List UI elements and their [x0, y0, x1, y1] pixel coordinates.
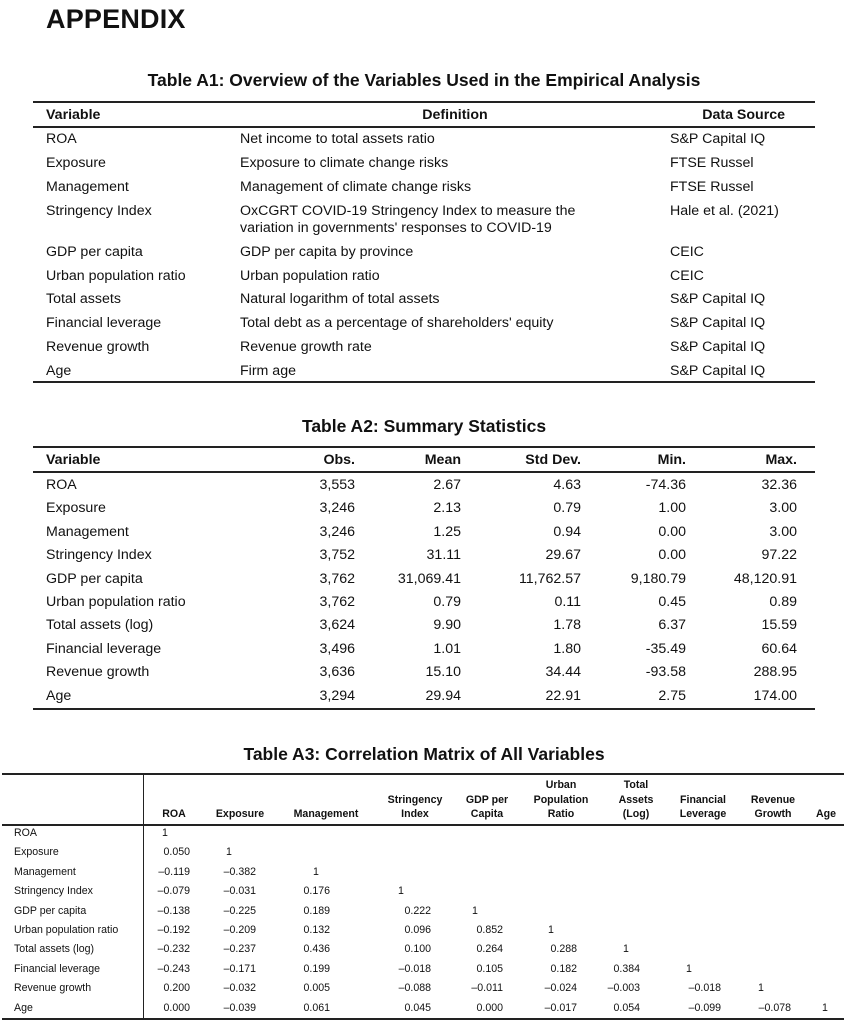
table-a3-cell: 0.199	[303, 962, 330, 975]
table-a3-row-label: Financial leverage	[14, 962, 100, 975]
table-a2-caption: Table A2: Summary Statistics	[301, 416, 547, 436]
table-a3-header-cell: Revenue	[750, 793, 796, 806]
page-title: APPENDIX	[46, 4, 186, 34]
table-a3-row-label: Urban population ratio	[14, 924, 119, 936]
table-a3-header-cell: Age	[815, 808, 836, 820]
table-a2-header-cell: Max.	[765, 452, 797, 468]
table-a2-cell-variable: Total assets (log)	[46, 617, 154, 634]
table-a2-cell: 0.00	[658, 547, 686, 564]
table-a3-cell: 1	[623, 943, 629, 956]
table-a2-cell: 31,069.41	[397, 570, 461, 587]
table-a3-header-cell: Exposure	[215, 808, 265, 820]
table-a2-cell: 3,553	[319, 477, 355, 493]
table-a3-cell: –0.018	[688, 982, 721, 995]
table-a3-header-cell: Total	[623, 779, 649, 791]
table-a2-cell: 29.94	[425, 687, 461, 704]
table-a2-cell: 2.67	[433, 477, 461, 493]
table-a3-row-label: ROA	[14, 827, 37, 839]
table-a3-cell: 0.132	[303, 924, 330, 936]
table-a1-cell-definition: Net income to total assets ratio	[240, 131, 435, 147]
table-a2-cell: 48,120.91	[733, 570, 797, 587]
table-a1-cell-definition: GDP per capita by province	[240, 244, 414, 260]
table-a2-cell: 174.00	[753, 687, 797, 704]
table-a2-cell: 1.25	[433, 523, 461, 540]
table-a3-cell: 0.005	[303, 982, 330, 995]
table-a3-header-cell: Leverage	[679, 808, 727, 820]
table-a1-cell-variable: Urban population ratio	[46, 268, 186, 284]
table-a3-header-cell: ROA	[162, 808, 186, 820]
table-a2-header-cell: Mean	[424, 452, 461, 468]
table-a2-header-cell: Std Dev.	[525, 452, 581, 468]
table-a2-bottom-rule	[33, 708, 815, 710]
table-a2-cell: 3,496	[319, 640, 355, 657]
table-a1-cell-variable: Stringency Index	[46, 203, 152, 219]
table-a3-header-cell: GDP per	[465, 793, 509, 806]
table-a3-row-label: Revenue growth	[14, 982, 92, 995]
table-a3-caption: Table A3: Correlation Matrix of All Variables	[243, 744, 605, 764]
table-a3-cell: 1	[686, 962, 692, 975]
table-a3-cell: 0.050	[163, 846, 190, 859]
table-a1-bottom-rule	[33, 381, 815, 383]
table-a3-cell: 0.189	[303, 904, 330, 917]
table-a3-header-cell: Population	[533, 793, 589, 806]
table-a3-cell: 0.200	[163, 982, 190, 995]
table-a1-cell-source: S&P Capital IQ	[670, 291, 766, 307]
table-a3-row-label: Total assets (log)	[14, 943, 95, 956]
table-a2-cell: 0.45	[658, 594, 686, 610]
table-a1-cell-definition: Management of climate change risks	[240, 179, 472, 195]
table-a2-cell: 29.67	[545, 547, 581, 564]
table-a2-cell: 0.79	[553, 500, 581, 517]
table-a3-row-label: Age	[14, 1001, 33, 1014]
table-a2-header-cell: Obs.	[323, 452, 355, 468]
table-a1-header-rule	[33, 126, 815, 128]
table-a3-cell: –0.039	[223, 1001, 256, 1014]
table-a3-cell: 0.000	[163, 1001, 190, 1014]
table-a3-header-cell: Urban	[545, 779, 577, 791]
table-a2-cell: 2.13	[433, 500, 461, 517]
table-a3-header-cell: Growth	[754, 808, 792, 820]
table-a2-cell: 32.36	[761, 477, 797, 493]
table-a3-cell: –0.171	[223, 962, 256, 975]
table-a2-top-rule	[33, 446, 815, 448]
table-a3-cell: 0.045	[404, 1001, 431, 1014]
table-a2-cell: 0.00	[658, 523, 686, 540]
table-a3-cell: 1	[548, 924, 554, 936]
table-a3-row-label: GDP per capita	[14, 904, 87, 917]
table-a2-cell: 11,762.57	[518, 570, 581, 587]
table-a3-cell: 0.054	[613, 1001, 640, 1014]
table-a3-cell: –0.003	[607, 982, 640, 995]
table-a3-header-cell: Financial	[680, 793, 726, 806]
table-a3-header-rule	[2, 824, 844, 826]
table-a3-header-cell: Index	[401, 808, 429, 820]
table-a1-header-source: Data Source	[702, 107, 785, 123]
table-a1-top-rule	[33, 101, 815, 103]
table-a2-cell: 0.94	[553, 523, 581, 540]
table-a2-cell-variable: Urban population ratio	[46, 594, 186, 610]
table-a3-cell: –0.011	[471, 982, 503, 995]
table-a2-cell: 3.00	[769, 523, 797, 540]
table-a3-cell: 0.176	[303, 885, 330, 898]
table-a2-cell: 22.91	[545, 687, 581, 704]
table-a2-cell-variable: Revenue growth	[46, 664, 150, 681]
table-a2-cell: 3,246	[319, 523, 355, 540]
table-a2-header-cell: Min.	[657, 452, 686, 468]
table-a3-cell: –0.382	[223, 865, 256, 878]
table-a3-row-label: Management	[14, 865, 76, 878]
table-a3-cell: 0.182	[550, 962, 577, 975]
table-a3-cell: 0.384	[613, 962, 640, 975]
table-a2-cell: 3,762	[319, 570, 355, 587]
table-a2-cell: 15.59	[761, 617, 797, 634]
table-a2-cell: 0.79	[433, 594, 461, 610]
table-a3-header-cell: Assets	[618, 793, 654, 806]
table-a3-cell: –0.192	[157, 924, 190, 936]
table-a1-cell-source: Hale et al. (2021)	[670, 203, 779, 219]
table-a3-bottom-rule	[2, 1018, 844, 1020]
table-a2-cell: 288.95	[753, 664, 797, 681]
table-a2-cell-variable: Stringency Index	[46, 547, 152, 564]
table-a2-cell: 4.63	[553, 477, 581, 493]
table-a3-cell: –0.088	[398, 982, 431, 995]
table-a3-cell: 1	[162, 827, 168, 839]
table-a3-cell: 0.000	[476, 1001, 503, 1014]
table-a3-cell: –0.209	[223, 924, 256, 936]
table-a3-header-cell: Management	[293, 808, 359, 820]
table-a2-cell-variable: GDP per capita	[46, 570, 143, 587]
table-a3-cell: –0.225	[223, 904, 256, 917]
table-a1-cell-source: CEIC	[670, 268, 704, 284]
table-a2-cell: -35.49	[645, 640, 686, 657]
table-a3-cell: –0.018	[398, 962, 431, 975]
table-a3-cell: 0.852	[476, 924, 503, 936]
table-a3-cell: 0.100	[404, 943, 431, 956]
table-a2-cell-variable: ROA	[46, 477, 77, 493]
table-a2-cell: 6.37	[658, 617, 686, 634]
table-a3-cell: –0.017	[544, 1001, 577, 1014]
table-a3-cell: 0.096	[404, 924, 431, 936]
table-a3-cell: 1	[822, 1001, 828, 1014]
table-a1-header-variable: Variable	[46, 107, 101, 123]
table-a3-cell: –0.138	[157, 904, 190, 917]
table-a3-cell: 1	[226, 846, 232, 859]
table-a2-cell: 3,624	[319, 617, 355, 634]
table-a3-cell: 0.061	[303, 1001, 330, 1014]
table-a2-cell: 3.00	[769, 500, 797, 517]
table-a1-cell-variable: Management	[46, 179, 129, 195]
table-a1-cell-source: S&P Capital IQ	[670, 315, 766, 331]
table-a2-cell: 3,294	[319, 687, 355, 704]
table-a1-caption: Table A1: Overview of the Variables Used in the Empirical Analysis	[147, 70, 701, 90]
table-a1-cell-variable: Exposure	[46, 155, 106, 171]
table-a3-header-cell: Capita	[470, 808, 504, 820]
table-a1-cell-definition: Revenue growth rate	[240, 339, 372, 355]
table-a2-cell: 3,636	[319, 664, 355, 681]
table-a2-cell-variable: Exposure	[46, 500, 106, 517]
table-a1-cell-definition: Exposure to climate change risks	[240, 155, 449, 171]
table-a2-cell: -93.58	[645, 664, 686, 681]
table-a1-cell-definition: OxCGRT COVID-19 Stringency Index to measure the	[240, 203, 576, 219]
table-a1-cell-variable: Revenue growth	[46, 339, 150, 355]
table-a2-cell: -74.36	[645, 477, 686, 493]
table-a2-cell: 60.64	[761, 640, 797, 657]
table-a1-cell-variable: Total assets	[46, 291, 121, 307]
table-a3-cell: 0.436	[303, 943, 330, 956]
table-a3-cell: –0.024	[544, 982, 577, 995]
table-a2-cell: 3,752	[319, 547, 355, 564]
table-a3-cell: –0.079	[157, 885, 190, 898]
table-a3-row-label: Exposure	[14, 846, 59, 859]
table-a3-cell: 0.288	[550, 943, 577, 956]
table-a3-cell: 1	[313, 865, 319, 878]
table-a2-cell: 1.78	[553, 617, 581, 634]
table-a3-cell: –0.237	[223, 943, 256, 956]
table-a3-cell: 0.222	[404, 904, 431, 917]
table-a3-cell: –0.099	[688, 1001, 721, 1014]
table-a2-cell: 0.89	[769, 594, 797, 610]
table-a3-header-cell: Stringency	[387, 793, 443, 806]
table-a1-header-definition: Definition	[422, 107, 488, 123]
table-a2-cell: 9,180.79	[630, 570, 686, 587]
table-a2-cell: 97.22	[761, 547, 797, 564]
table-a3-header-cell: (Log)	[622, 808, 650, 820]
table-a1-cell-definition-line2: variation in governments' responses to COVID-19	[240, 220, 552, 236]
table-a3-cell: 0.105	[476, 962, 503, 975]
table-a1-cell-definition: Total debt as a percentage of shareholders' equity	[240, 315, 554, 331]
table-a2-cell-variable: Management	[46, 523, 129, 540]
table-a2-header-rule	[33, 471, 815, 473]
table-a3-cell: –0.078	[758, 1001, 791, 1014]
table-a2-cell-variable: Financial leverage	[46, 640, 162, 657]
table-a2-cell: 3,762	[319, 594, 355, 610]
table-a3-header-cell: Ratio	[547, 808, 575, 820]
table-a2-cell: 15.10	[425, 664, 461, 681]
table-a1-cell-source: CEIC	[670, 244, 704, 260]
table-a2-cell: 0.11	[554, 594, 581, 610]
table-a2-cell: 31.11	[426, 547, 461, 564]
table-a3-cell: –0.119	[158, 865, 190, 878]
table-a3-cell: 1	[758, 982, 764, 995]
table-a2-cell: 1.01	[433, 640, 461, 657]
table-a1-cell-source: FTSE Russel	[670, 155, 754, 171]
table-a2-cell: 9.90	[433, 617, 461, 634]
table-a1-cell-source: S&P Capital IQ	[670, 363, 766, 379]
table-a1-cell-source: S&P Capital IQ	[670, 339, 766, 355]
table-a3-cell: 0.264	[476, 943, 503, 956]
table-a3-row-label: Stringency Index	[14, 885, 93, 898]
table-a3-cell: –0.032	[223, 982, 256, 995]
table-a2-cell: 1.00	[658, 500, 686, 517]
table-a1-cell-source: FTSE Russel	[670, 179, 754, 195]
table-a3-cell: 1	[398, 885, 404, 898]
table-a1-cell-definition: Natural logarithm of total assets	[240, 291, 440, 307]
table-a1-cell-variable: GDP per capita	[46, 244, 143, 260]
table-a2-cell: 2.75	[658, 687, 686, 704]
table-a3-cell: –0.031	[223, 885, 256, 898]
table-a3-cell: 1	[472, 904, 478, 917]
table-a1-cell-variable: Age	[46, 363, 72, 379]
table-a2-cell-variable: Age	[46, 687, 72, 704]
table-a2-cell: 34.44	[545, 664, 581, 681]
table-a1-cell-variable: Financial leverage	[46, 315, 162, 331]
table-a1-cell-definition: Urban population ratio	[240, 268, 380, 284]
table-a1-cell-source: S&P Capital IQ	[670, 131, 766, 147]
table-a3-top-rule	[2, 773, 844, 775]
table-a2-cell: 1.80	[553, 640, 581, 657]
table-a2-cell: 3,246	[319, 500, 355, 517]
table-a1-cell-definition: Firm age	[240, 363, 296, 379]
table-a2-header-variable: Variable	[46, 452, 101, 468]
table-a3-cell: –0.232	[157, 943, 190, 956]
table-a1-cell-variable: ROA	[46, 131, 77, 147]
table-a3-cell: –0.243	[157, 962, 190, 975]
